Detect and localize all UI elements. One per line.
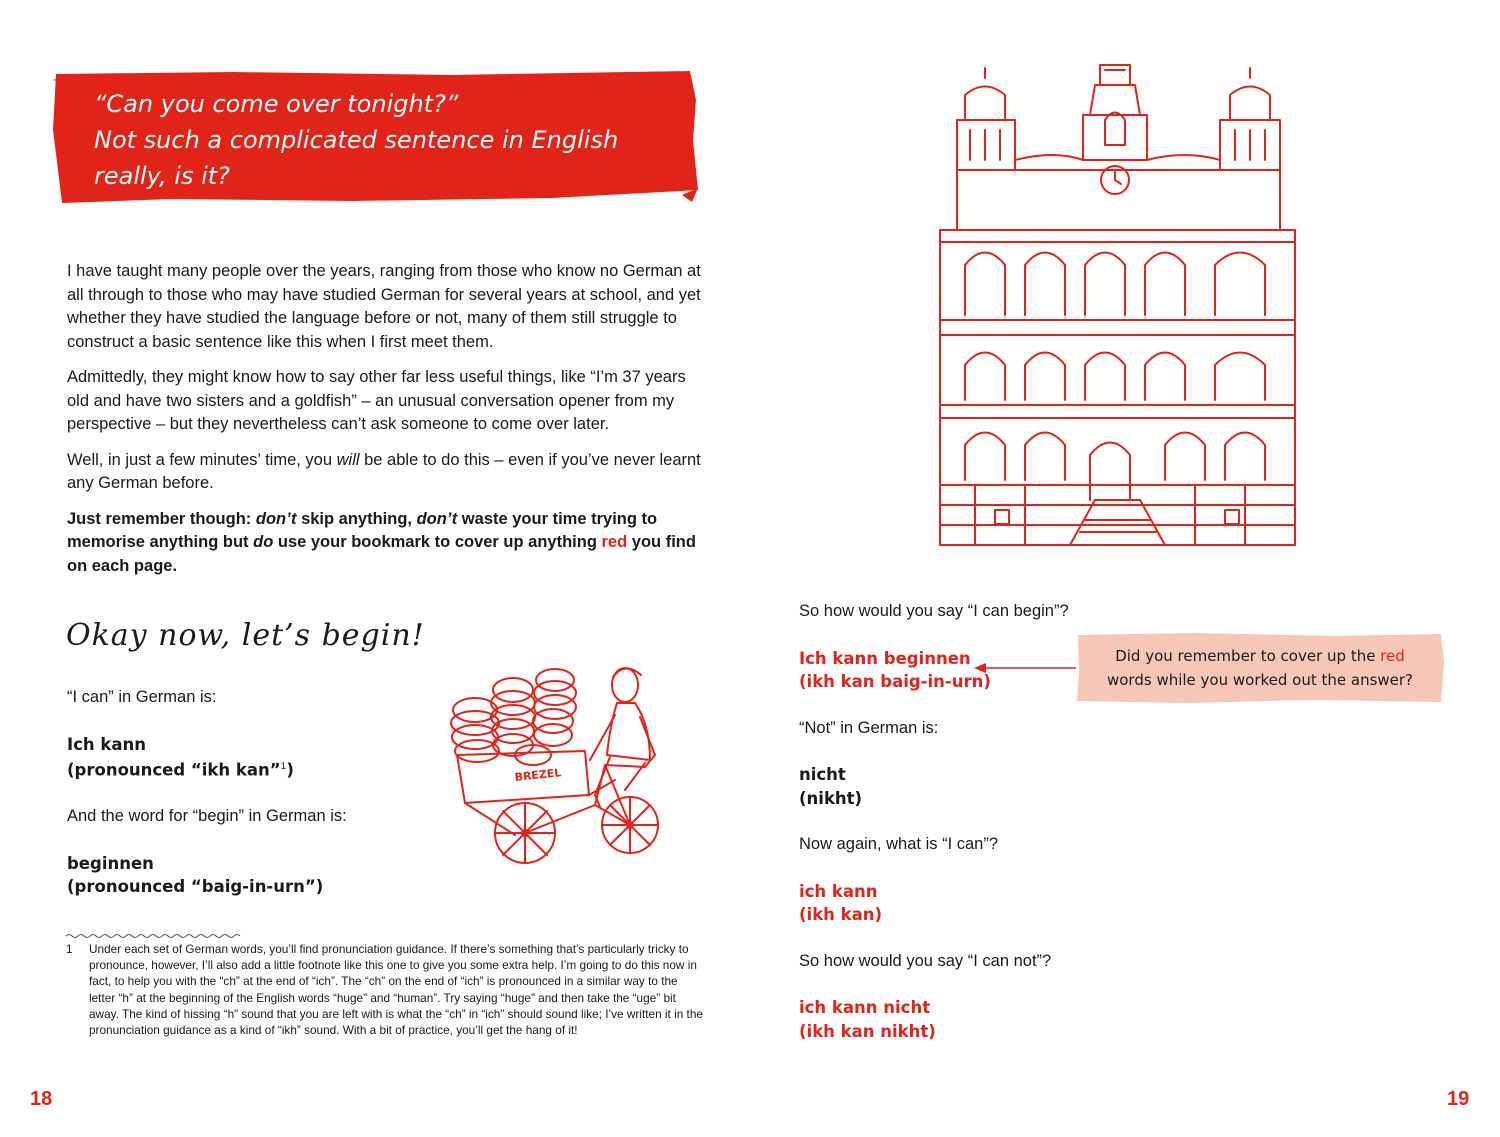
p4-text-c: waste your time trying to memorise anything but — [67, 509, 658, 551]
question-i-can-not: So how would you say “I can not”? — [799, 951, 1052, 970]
german-beginnen: beginnen — [67, 853, 154, 873]
pretzel-bicycle-illustration — [445, 655, 670, 870]
town-hall-illustration — [935, 60, 1300, 550]
callout-red-word: red — [1380, 647, 1405, 665]
pron-close: ) — [286, 760, 294, 780]
bike-sign-text: BREZEL — [513, 766, 562, 784]
p4-text-a: Just remember though: — [67, 509, 256, 528]
paragraph-2: Admittedly, they might know how to say other far less useful things, like “I’m 37 years old and have two sisters and a goldfish” – an unusual conversation opener from my perspective – but they nevertheless can’t ask someone to come over later. — [67, 368, 686, 433]
p4-dont-1: don’t — [255, 509, 297, 528]
arrow-left-icon — [972, 660, 1078, 676]
pronunciation-ich-kann — [67, 756, 447, 782]
callout-text-a: Did you remember to cover up the — [1115, 647, 1381, 665]
answer-pron-1: (ikh kan baig-in-urn) — [799, 672, 991, 691]
question-i-can: Now again, what is “I can”? — [799, 835, 999, 853]
banner-text — [94, 86, 694, 230]
p4-red-word: red — [601, 533, 628, 551]
paragraph-4-instruction — [67, 508, 707, 579]
p3-emphasis: will — [336, 450, 360, 469]
p4-dont-2: don’t — [416, 509, 458, 528]
banner-line-3: Or is it…? — [94, 198, 211, 226]
reminder-callout — [1075, 632, 1445, 704]
intro-text — [67, 260, 707, 590]
footnote-ref: 1 — [280, 762, 287, 772]
german-nicht: nicht — [799, 765, 846, 784]
p4-do: do — [253, 533, 274, 551]
banner-line-2: Not such a complicated sentence in English really, is it? — [94, 126, 619, 190]
p3-text-b: be able to do this – even if you’ve never learnt any German before. — [67, 450, 701, 492]
answer-pron-3: (ikh kan nikht) — [799, 1021, 936, 1041]
callout-line-1 — [1075, 644, 1445, 668]
title-banner — [52, 70, 698, 226]
pronunciation-beginnen: (pronounced “baig-in-urn”) — [67, 877, 324, 896]
footnote-text: Under each set of German words, you’ll find pronunciation guidance. If there’s something that’s particularly tricky to pronounce, however, I’ll also add a little footnote like this one to give you some extra help. I’m going to do this now in fact, to help you with the “ch” at the end of “ich”. The “ch” on the end of “ich” is pronounced in a similar way to the letter “h” at the beginning of the English words “huge” and “human”. Try saying “huge” and then take the “uge” bit away. The kind of hissing “h” sound that you are left with is what the “ch” in “ich” should sound like; I’ve written it in the pronunciation guidance as a kind of “ikh” sound. With a bit of practice, you’ll get the hang of it! — [89, 942, 703, 1038]
answer-ich-kann-beginnen: Ich kann beginnen — [799, 648, 971, 668]
ican-label: “I can” in German is: — [67, 688, 217, 706]
answer-pron-2: (ikh kan) — [799, 905, 883, 924]
callout-line-2: words while you worked out the answer? — [1106, 671, 1414, 689]
begin-label: And the word for “begin” in German is: — [67, 807, 347, 825]
answer-ich-kann-nicht: ich kann nicht — [799, 998, 931, 1017]
question-i-can-begin: So how would you say “I can begin”? — [799, 602, 1069, 620]
footnote-number: 1 — [66, 942, 73, 956]
banner-line-1: “Can you come over tonight?” — [94, 90, 459, 118]
callout-text — [1075, 644, 1445, 692]
paragraph-1: I have taught many people over the years, ranging from those who know no German at all through to those who may have studied German for several years at school, and yet whether they have studied the language before or not, many of them still struggle to construct a basic sentence like this when I first meet them. — [67, 262, 701, 351]
p4-text-d: use your bookmark to cover up anything — [273, 533, 602, 551]
paragraph-3 — [67, 449, 707, 496]
not-label: “Not” in German is: — [799, 718, 939, 737]
p3-text-a: Well, in just a few minutes’ time, you — [67, 450, 337, 469]
begin-heading: Okay now, let’s begin! — [66, 618, 425, 653]
pron-text: (pronounced “ikh kan” — [67, 760, 281, 780]
answer-ich-kann: ich kann — [799, 881, 878, 901]
page-number-right: 19 — [1447, 1088, 1470, 1110]
page-number-left: 18 — [30, 1088, 53, 1110]
footnote-divider — [66, 932, 242, 940]
pronunciation-nicht: (nikht) — [799, 788, 863, 808]
lesson-left — [67, 686, 447, 899]
p4-text-b: skip anything, — [296, 509, 417, 528]
p4-text-e: you find on each page. — [67, 533, 696, 575]
german-ich-kann: Ich kann — [67, 734, 147, 754]
